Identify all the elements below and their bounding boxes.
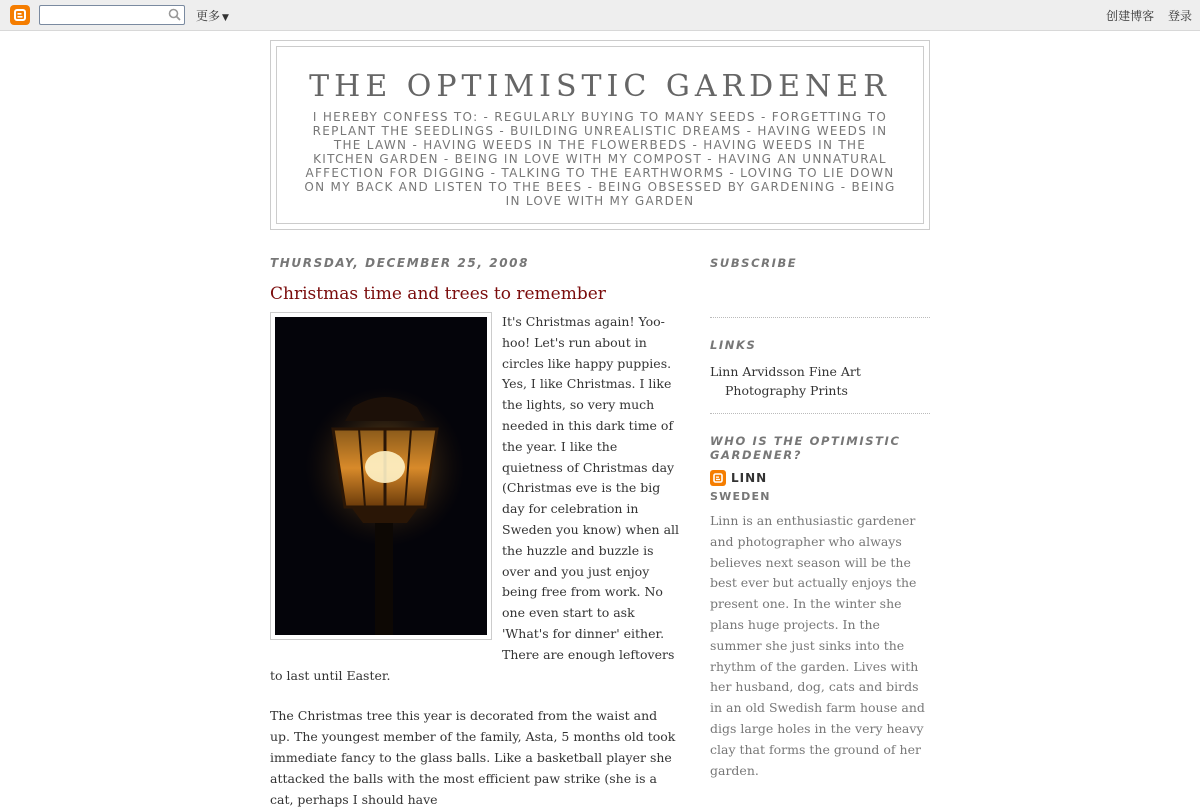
blogger-navbar (0, 0, 1200, 31)
create-blog-link[interactable]: 创建博客 (1106, 9, 1155, 23)
profile-about: Linn is an enthusiastic gardener and photographer who always believes next season will be the best ever but actually enjoys the present one. In the winter she plans huge projects. In the summer she just sinks into the rhythm of the garden. Lives with her husband, dog, cats and birds in an old Swedish farm house and digs large holes in the very heavy clay that forms the ground of her garden. (710, 513, 925, 778)
navbar-search-input[interactable] (40, 6, 164, 22)
blogger-icon[interactable] (10, 5, 30, 25)
blogger-profile-icon (710, 470, 726, 486)
sign-in-link[interactable]: 登录 (1167, 9, 1192, 23)
post-paragraph-3: The Christmas tree this year is decorated from the waist and up. The youngest member of the family, Asta, 5 months old took immediate fancy to the glass balls. Like a basketball player she attacked the balls with the most efficient paw strike (she is a cat, perhaps I should have (270, 708, 676, 807)
profile-name-row[interactable] (710, 470, 930, 486)
post-paragraph-1: It's Christmas again! Yoo-hoo! Let's run about in circles like happy puppies. (502, 314, 672, 371)
blog-title[interactable]: THE OPTIMISTIC GARDENER (309, 69, 891, 104)
subscribe-heading: SUBSCRIBE (710, 256, 798, 270)
link-item[interactable]: Linn Arvidsson Fine Art Photography Prints (710, 364, 861, 398)
post-image-frame[interactable] (270, 312, 492, 640)
more-menu[interactable] (196, 7, 229, 24)
blog-description: I HEREBY CONFESS TO: - REGULARLY BUYING TO MANY SEEDS - FORGETTING TO REPLANT THE SEEDLINGS - BUILDING UNREALISTIC DREAMS - HAVING WEEDS IN THE LAWN - HAVING WEEDS IN THE FLOWERBEDS - HAVING WEEDS IN THE KITCHEN GARDEN - BEING IN LOVE WITH MY COMPOST - HAVING AN UNNATURAL AFFECTION FOR DIGGING - TALKING TO THE EARTHWORMS - LOVING TO LIE DOWN ON MY BACK AND LISTEN TO THE BEES - BEING OBSESSED BY GARDENING - BEING IN LOVE WITH MY GARDEN (304, 110, 896, 208)
links-heading: LINKS (710, 338, 757, 352)
post-date: THURSDAY, DECEMBER 25, 2008 (270, 256, 530, 270)
main-column (270, 256, 680, 810)
search-icon[interactable] (168, 8, 181, 21)
post-paragraph-2: Yes, I like Christmas. I like the lights, so very much needed in this dark time of the year. I like the quietness of Christmas day (Christmas eve is the big day for celebration in Sweden you know) when all the huzzle and buzzle is over and you just enjoy being free from work. No one even start to ask 'What's for dinner' either. There are enough leftovers to last until Easter. (270, 376, 680, 683)
more-label: 更多 (196, 9, 221, 23)
blog-header (270, 40, 930, 230)
links-list (710, 362, 930, 400)
caret-down-icon: ▼ (222, 13, 229, 23)
navbar-right (1096, 7, 1192, 24)
profile-location: SWEDEN (710, 490, 771, 503)
blog-header-inner (276, 46, 924, 224)
post-body (270, 312, 680, 810)
sidebar (710, 256, 930, 781)
navbar-search-box (39, 5, 185, 25)
profile-name: LINN (731, 471, 768, 485)
street-lamp-photo (275, 317, 487, 635)
post-title[interactable]: Christmas time and trees to remember (270, 284, 606, 304)
profile-heading: WHO IS THE OPTIMISTIC GARDENER? (710, 434, 901, 462)
